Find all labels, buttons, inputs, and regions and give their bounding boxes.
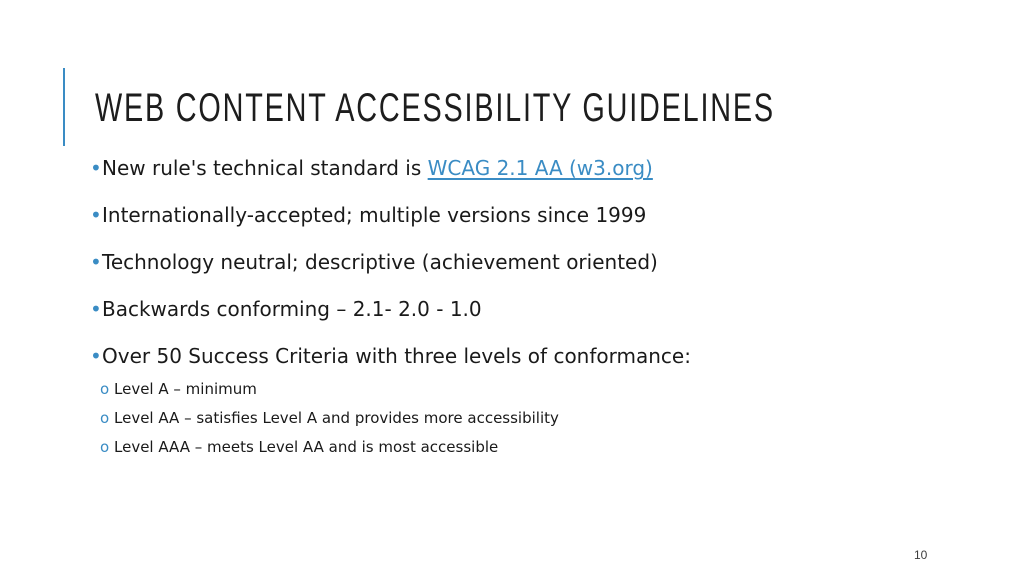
bullet-list — [90, 153, 691, 388]
bullet-text: Technology neutral; descriptive (achievement oriented) — [102, 250, 658, 274]
bullet-item — [90, 294, 691, 324]
bullet-icon: • — [90, 203, 102, 227]
bullet-icon: • — [90, 250, 102, 274]
hollow-circle-icon: o — [100, 409, 110, 427]
subbullet-text: Level AAA – meets Level AA and is most accessible — [114, 438, 499, 456]
subbullet-text: Level A – minimum — [114, 380, 257, 398]
bullet-text: Internationally-accepted; multiple versions since 1999 — [102, 203, 647, 227]
bullet-text: New rule's technical standard is — [102, 156, 428, 180]
bullet-text: Backwards conforming – 2.1- 2.0 - 1.0 — [102, 297, 482, 321]
wcag-link[interactable]: WCAG 2.1 AA (w3.org) — [427, 156, 653, 180]
subbullet-item — [100, 378, 559, 400]
bullet-item — [90, 153, 691, 183]
title-accent-bar — [63, 68, 65, 146]
bullet-text: Over 50 Success Criteria with three levels of conformance: — [102, 344, 691, 368]
hollow-circle-icon: o — [100, 438, 110, 456]
bullet-icon: • — [90, 344, 102, 368]
bullet-item — [90, 341, 691, 371]
subbullet-item — [100, 407, 559, 429]
page-number: 10 — [914, 548, 928, 562]
bullet-item — [90, 200, 691, 230]
hollow-circle-icon: o — [100, 380, 110, 398]
bullet-item — [90, 247, 691, 277]
subbullet-item — [100, 436, 559, 458]
slide-title: WEB CONTENT ACCESSIBILITY GUIDELINES — [95, 86, 775, 130]
subbullet-list — [100, 378, 559, 465]
bullet-icon: • — [90, 156, 102, 180]
subbullet-text: Level AA – satisfies Level A and provides more accessibility — [114, 409, 559, 427]
bullet-icon: • — [90, 297, 102, 321]
